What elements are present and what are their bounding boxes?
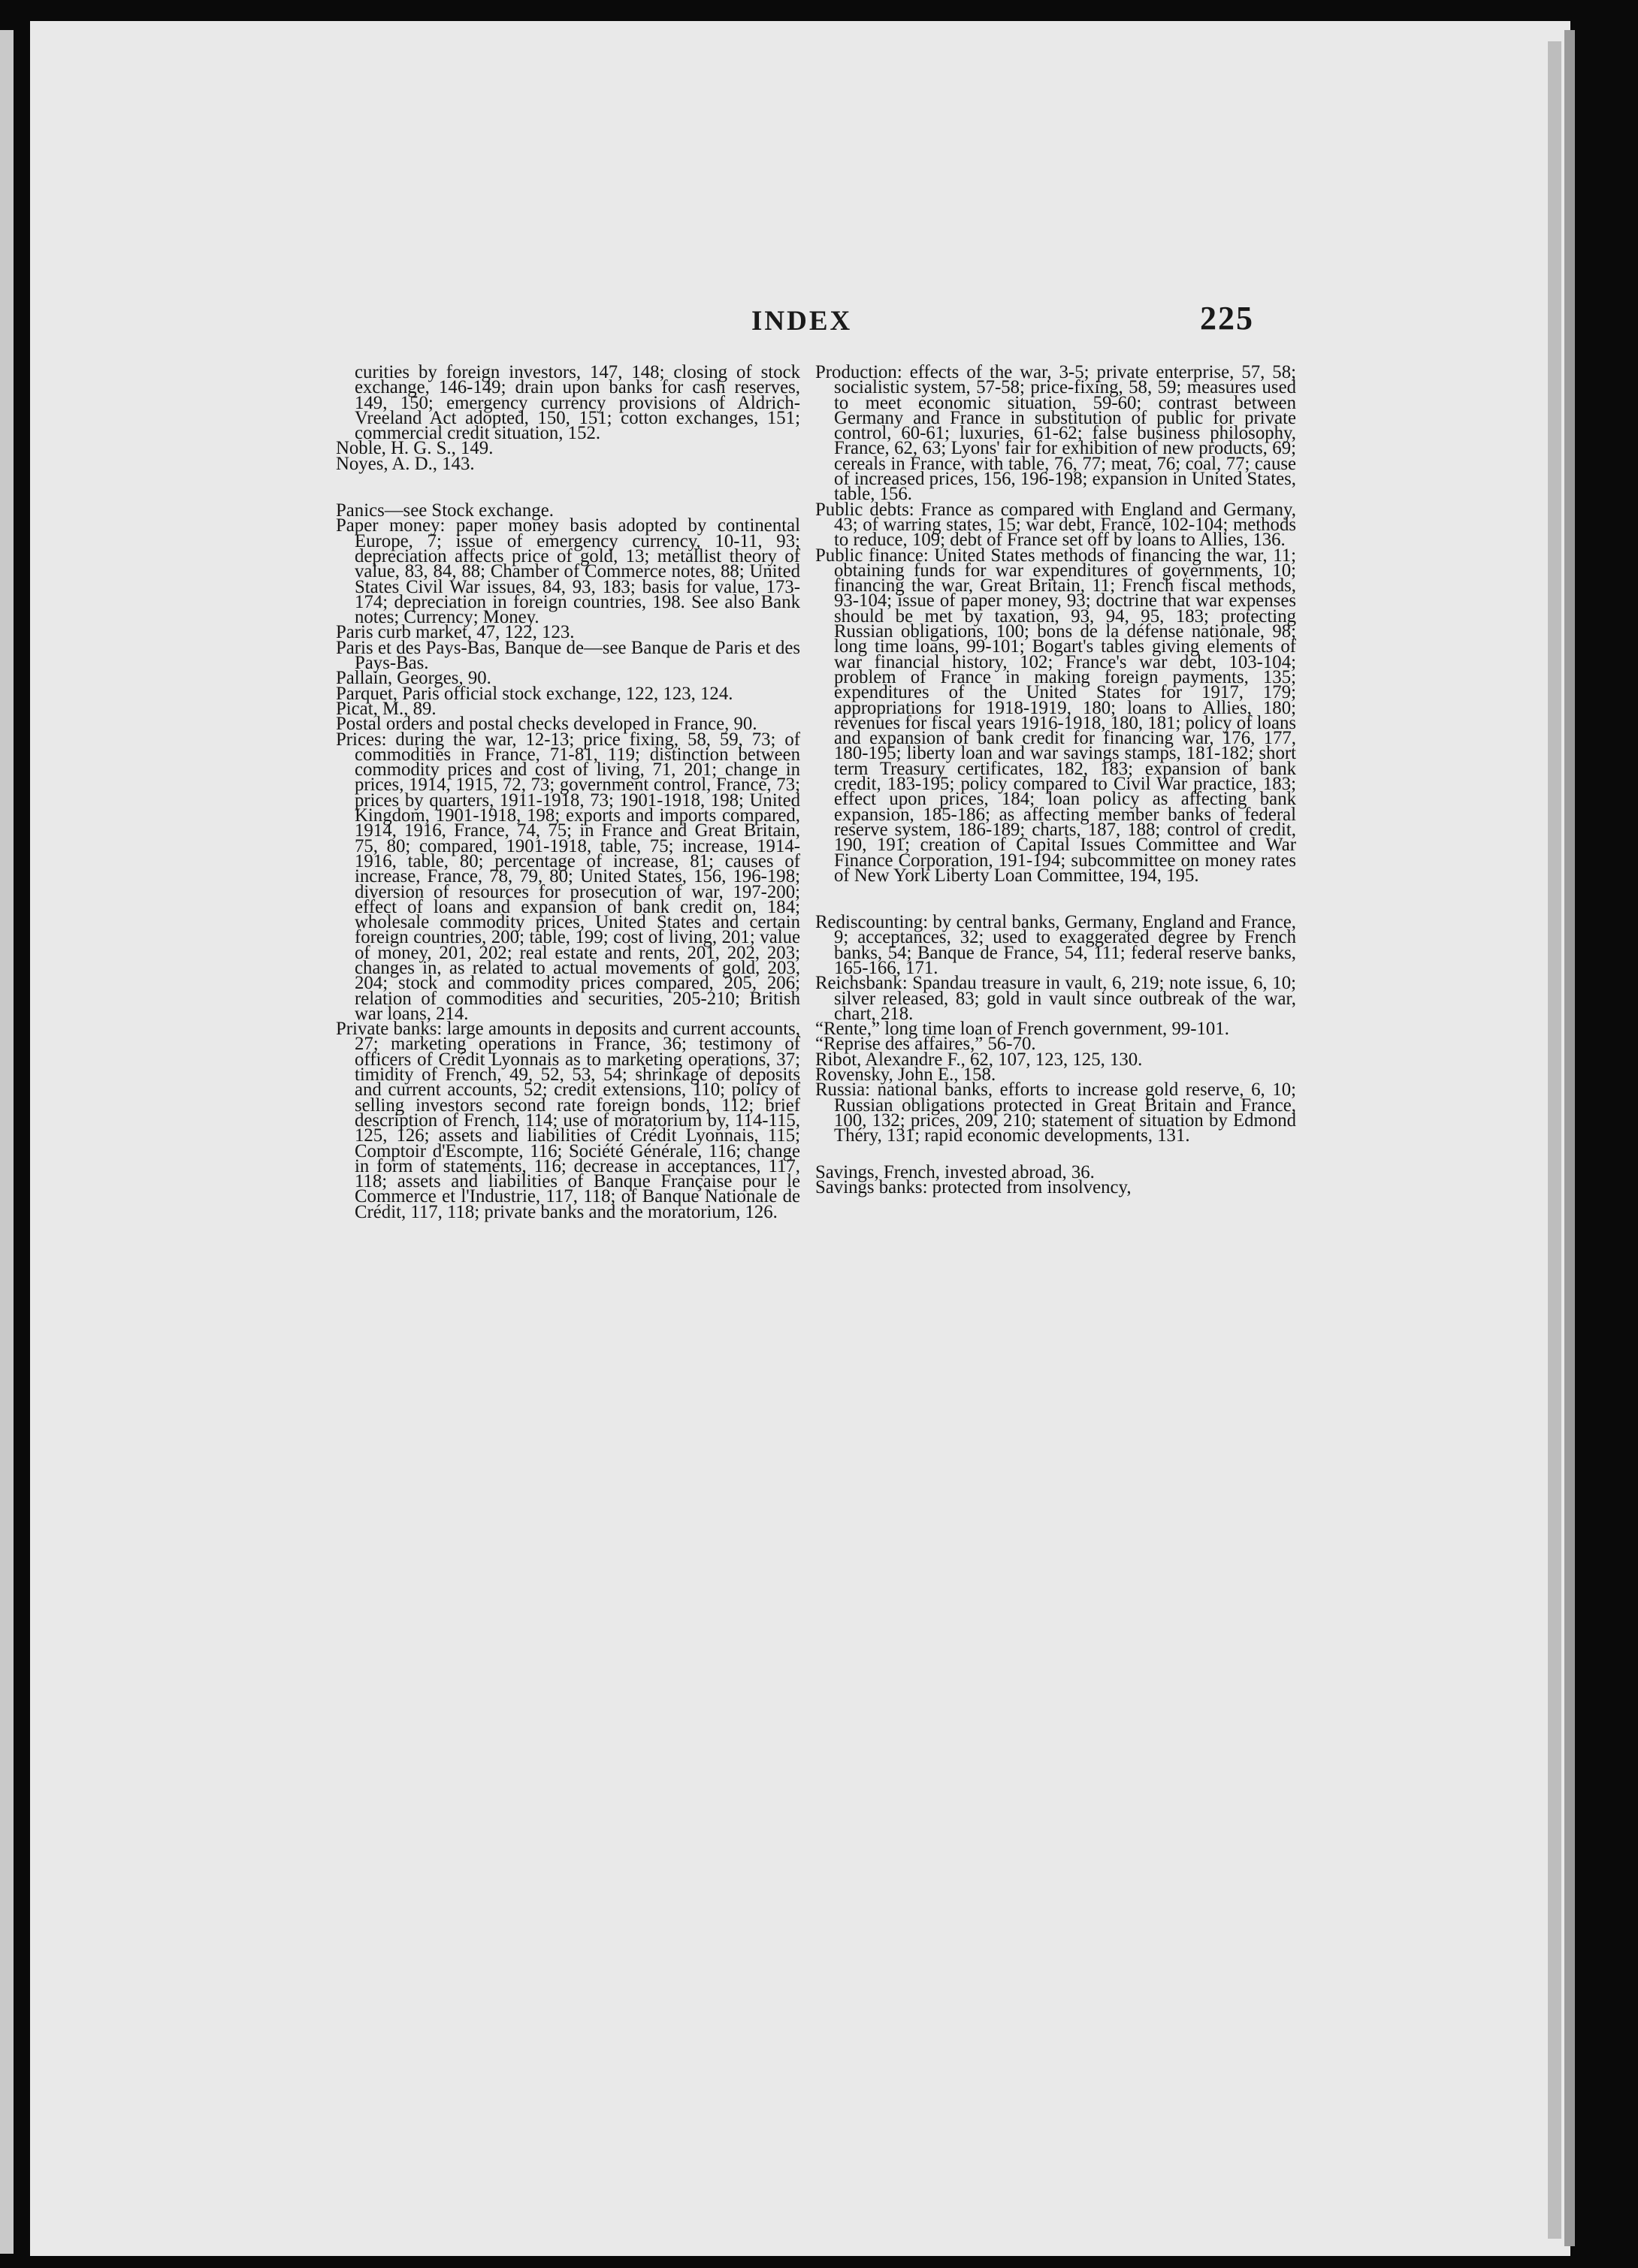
index-entry: Prices: during the war, 12-13; price fixing, 58, 59, 73; of commodities in France, 71-81, 119; distinction between commodity prices and cost of living, 71, 201; change in prices, 1914, 1915, 72, 73; government control, France, 73; prices by quarters, 1911-1918, 73; 1901-1918, 198; United Kingdom, 1901-1918, 198; exports and imports compared, 1914, 1916, France, 74, 75; in France and Great Britain, 75, 80; compared, 1901-1918, table, 75; increase, 1914-1916, table, 80; percentage of increase, 81; causes of increase, France, 78, 79, 80; United States, 156, 196-198; diversion of resources for prosecution of war, 197-200; effect of loans and expansion of bank credit on, 184; wholesale commodity prices, United States and certain foreign countries, 200; table, 199; cost of living, 201; value of money, 201, 202; real estate and rents, 201, 202, 203; changes in, as related to actual movements of gold, 203, 204; stock and commodity prices compared, 205, 206; relation of commodities and securities, 205-210; British war loans, 214. [336,729,800,1024]
adjacent-page-edge [0,30,14,2254]
index-entry: “Rente,” long time loan of French government, 99-101. [815,1019,1229,1040]
page-stack-edge [1564,30,1575,2246]
index-entry: Savings banks: protected from insolvency, [815,1176,1132,1197]
index-entry: Production: effects of the war, 3-5; private enterprise, 57, 58; socialistic system, 57-58; price-fixing, 58, 59; measures used to meet economic situation, 59-60; contrast between Germany and France in substitution of public for private control, 60-61; luxuries, 61-62; false business philosophy, France, 62, 63; Lyons' fair for exhibition of new products, 69; cereals in France, with table, 76, 77; meat, 76; coal, 77; cause of increased prices, 156, 196-198; expansion in United States, table, 156. [815,362,1296,505]
right-column [815,362,1296,1197]
running-header [30,300,1570,350]
left-column [336,362,800,1222]
book-page [30,21,1570,2256]
index-entry: Noble, H. G. S., 149. [336,438,494,459]
page-number: 225 [1200,300,1254,337]
index-entry: Savings, French, invested abroad, 36. [815,1161,1095,1182]
index-entry: Public debts: France as compared with England and Germany, 43; of warring states, 15; war debt, France, 102-104; methods to reduce, 109; debt of France set off by loans to Allies, 136. [815,499,1296,551]
index-entry: Panics—see Stock exchange. [336,500,554,521]
index-entry: Russia: national banks, efforts to increase gold reserve, 6, 10; Russian obligations protected in Great Britain and France, 100, 132; prices, 209, 210; statement of situation by Edmond Théry, 131; rapid economic developments, 131. [815,1080,1296,1146]
index-entry: Rediscounting: by central banks, Germany, England and France, 9; acceptances, 32; used to exaggerated degree by French banks, 54; Banque de France, 54, 111; federal reserve banks, 165-166, 171. [815,912,1296,978]
index-entry: Private banks: large amounts in deposits and current accounts, 27; marketing operations in France, 36; testimony of officers of Crédit Lyonnais as to marketing operations, 37; timidity of French, 49, 52, 53, 54; shrinkage of deposits and current accounts, 52; credit extensions, 110; policy of selling investors second rate foreign bonds, 112; brief description of French, 114; use of moratorium by, 114-115, 125, 126; assets and liabilities of Crédit Lyonnais, 115; Comptoir d'Escompte, 116; Société Générale, 116; change in form of statements, 116; decrease in acceptances, 117, 118; assets and liabilities of Banque Française pour le Commerce et l'Industrie, 117, 118; of Banque Nationale de Crédit, 117, 118; private banks and the moratorium, 126. [336,1019,800,1222]
index-entry: Public finance: United States methods of financing the war, 11; obtaining funds for war expenditures of governments, 10; financing the war, Great Britain, 11; French fiscal methods, 93-104; issue of paper money, 93; doctrine that war expenses should be met by taxation, 93, 94, 95, 183; protecting Russian obligations, 100; bons de la défense nationale, 98; long time loans, 99-101; Bogart's tables giving elements of war financial history, 102; France's war debt, 103-104; problem of France in making foreign payments, 135; expenditures of the United States for 1917, 179; appropriations for 1918-1919, 180; loans to Allies, 180; revenues for fiscal years 1916-1918, 180, 181; policy of loans and expansion of bank credit for financing war, 176, 177, 180-195; liberty loan and war savings stamps, 181-182; short term Treasury certificates, 182, 183; expansion of bank credit, 183-195; policy compared to Civil War practice, 183; effect upon prices, 184; loan policy as affecting bank expansion, 185-186; as affecting member banks of federal reserve system, 186-189; charts, 187, 188; control of credit, 190, 191; creation of Capital Issues Committee and War Finance Corporation, 191-194; subcommittee on money rates of New York Liberty Loan Committee, 194, 195. [815,545,1296,886]
index-entry: curities by foreign investors, 147, 148; closing of stock exchange, 146-149; drain upon banks for cash reserves, 149, 150; emergency currency provisions of Aldrich-Vreeland Act adopted, 150, 151; cotton exchanges, 151; commercial credit situation, 152. [355,362,800,444]
page-stack-edge [1548,41,1561,2239]
index-entry: Ribot, Alexandre F., 62, 107, 123, 125, 130. [815,1049,1143,1070]
index-entry: Parquet, Paris official stock exchange, 122, 123, 124. [336,683,733,704]
index-entry: Pallain, Georges, 90. [336,668,491,689]
index-entry: Reichsbank: Spandau treasure in vault, 6, 219; note issue, 6, 10; silver released, 83; gold in vault since outbreak of the war, chart, 218. [815,973,1296,1024]
index-entry: “Reprise des affaires,” 56-70. [815,1034,1036,1055]
index-entry: Noyes, A. D., 143. [336,453,475,474]
index-entry: Postal orders and postal checks developed in France, 90. [336,714,757,735]
index-entry: Picat, M., 89. [336,698,437,719]
index-entry: Rovensky, John E., 158. [815,1065,996,1086]
running-title: INDEX [751,306,853,337]
index-entry: Paris et des Pays-Bas, Banque de—see Banque de Paris et des Pays-Bas. [336,637,800,674]
index-entry: Paris curb market, 47, 122, 123. [336,622,575,643]
index-entry: Paper money: paper money basis adopted by continental Europe, 7; issue of emergency currency, 10-11, 93; depreciation affects price of gold, 13; metallist theory of value, 83, 84, 88; Chamber of Commerce notes, 88; United States Civil War issues, 84, 93, 183; basis for value, 173-174; depreciation in foreign countries, 198. See also Bank notes; Currency; Money. [336,515,800,628]
